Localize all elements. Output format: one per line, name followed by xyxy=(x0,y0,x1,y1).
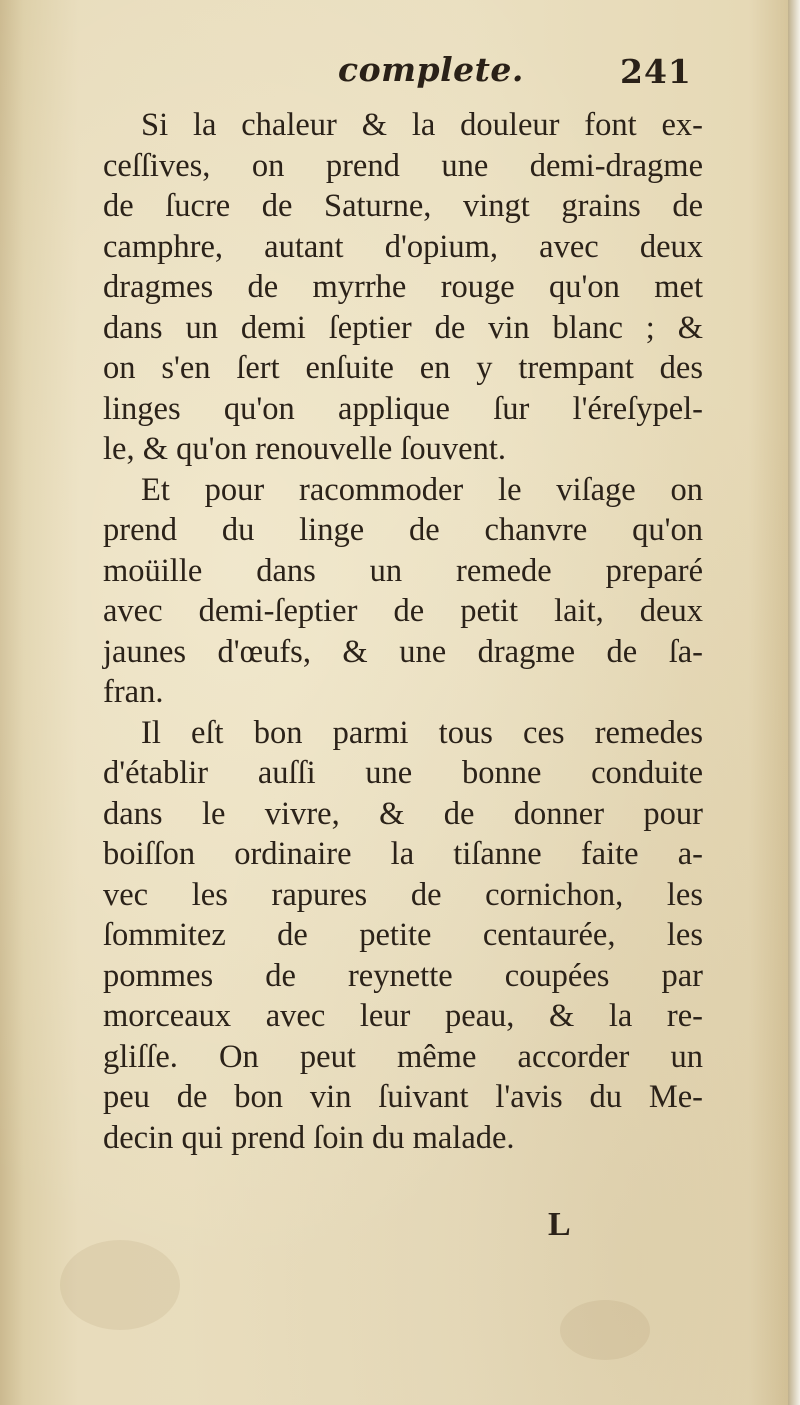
text-line: peu de bon vin ſuivant l'avis du Me- xyxy=(103,1079,703,1115)
page-edge xyxy=(788,0,800,1405)
text-line: pommes de reynette coupées par xyxy=(103,957,703,994)
text-line: decin qui prend ſoin du malade. xyxy=(103,1119,515,1156)
text-line: Si la chaleur & la douleur font ex- xyxy=(141,107,703,143)
paper-stain xyxy=(560,1300,650,1360)
text-line: fran. xyxy=(103,674,164,710)
text-line: on s'en ſert enſuite en y trempant des xyxy=(103,350,703,386)
text-line: camphre, autant d'opium, avec deux xyxy=(103,228,703,265)
text-line: Il eſt bon parmi tous ces remedes xyxy=(141,714,703,751)
text-line: dans le vivre, & de donner pour xyxy=(103,795,703,832)
page-number: 241 xyxy=(620,52,692,91)
text-line: d'établir auſſi une bonne conduite xyxy=(103,755,703,791)
text-line: gliſſe. On peut même accorder un xyxy=(103,1038,703,1075)
text-line: dans un demi ſeptier de vin blanc ; & xyxy=(103,309,703,346)
catchword: L xyxy=(548,1206,571,1243)
text-line: le, & qu'on renouvelle ſouvent. xyxy=(103,431,506,467)
body-text xyxy=(103,105,703,1158)
text-line: morceaux avec leur peau, & la re- xyxy=(103,998,703,1034)
page-header xyxy=(0,50,788,100)
text-line: avec demi-ſeptier de petit lait, deux xyxy=(103,593,703,629)
text-line: de ſucre de Saturne, vingt grains de xyxy=(103,188,703,224)
text-line: boiſſon ordinaire la tiſanne faite a- xyxy=(103,836,703,872)
paragraph xyxy=(103,713,703,1159)
text-line: dragmes de myrrhe rouge qu'on met xyxy=(103,269,703,305)
running-title: complete. xyxy=(338,50,524,89)
paper-stain xyxy=(60,1240,180,1330)
text-line: moüille dans un remede preparé xyxy=(103,552,703,589)
text-line: Et pour racommoder le viſage on xyxy=(141,471,703,508)
text-line: ſommitez de petite centaurée, les xyxy=(103,917,703,953)
paragraph xyxy=(103,470,703,713)
text-line: linges qu'on applique ſur l'éreſypel- xyxy=(103,390,703,427)
text-line: ceſſives, on prend une demi-dragme xyxy=(103,147,703,184)
text-line: jaunes d'œufs, & une dragme de ſa- xyxy=(103,633,703,670)
text-line: vec les rapures de cornichon, les xyxy=(103,876,703,913)
paragraph xyxy=(103,105,703,470)
text-line: prend du linge de chanvre qu'on xyxy=(103,512,703,548)
